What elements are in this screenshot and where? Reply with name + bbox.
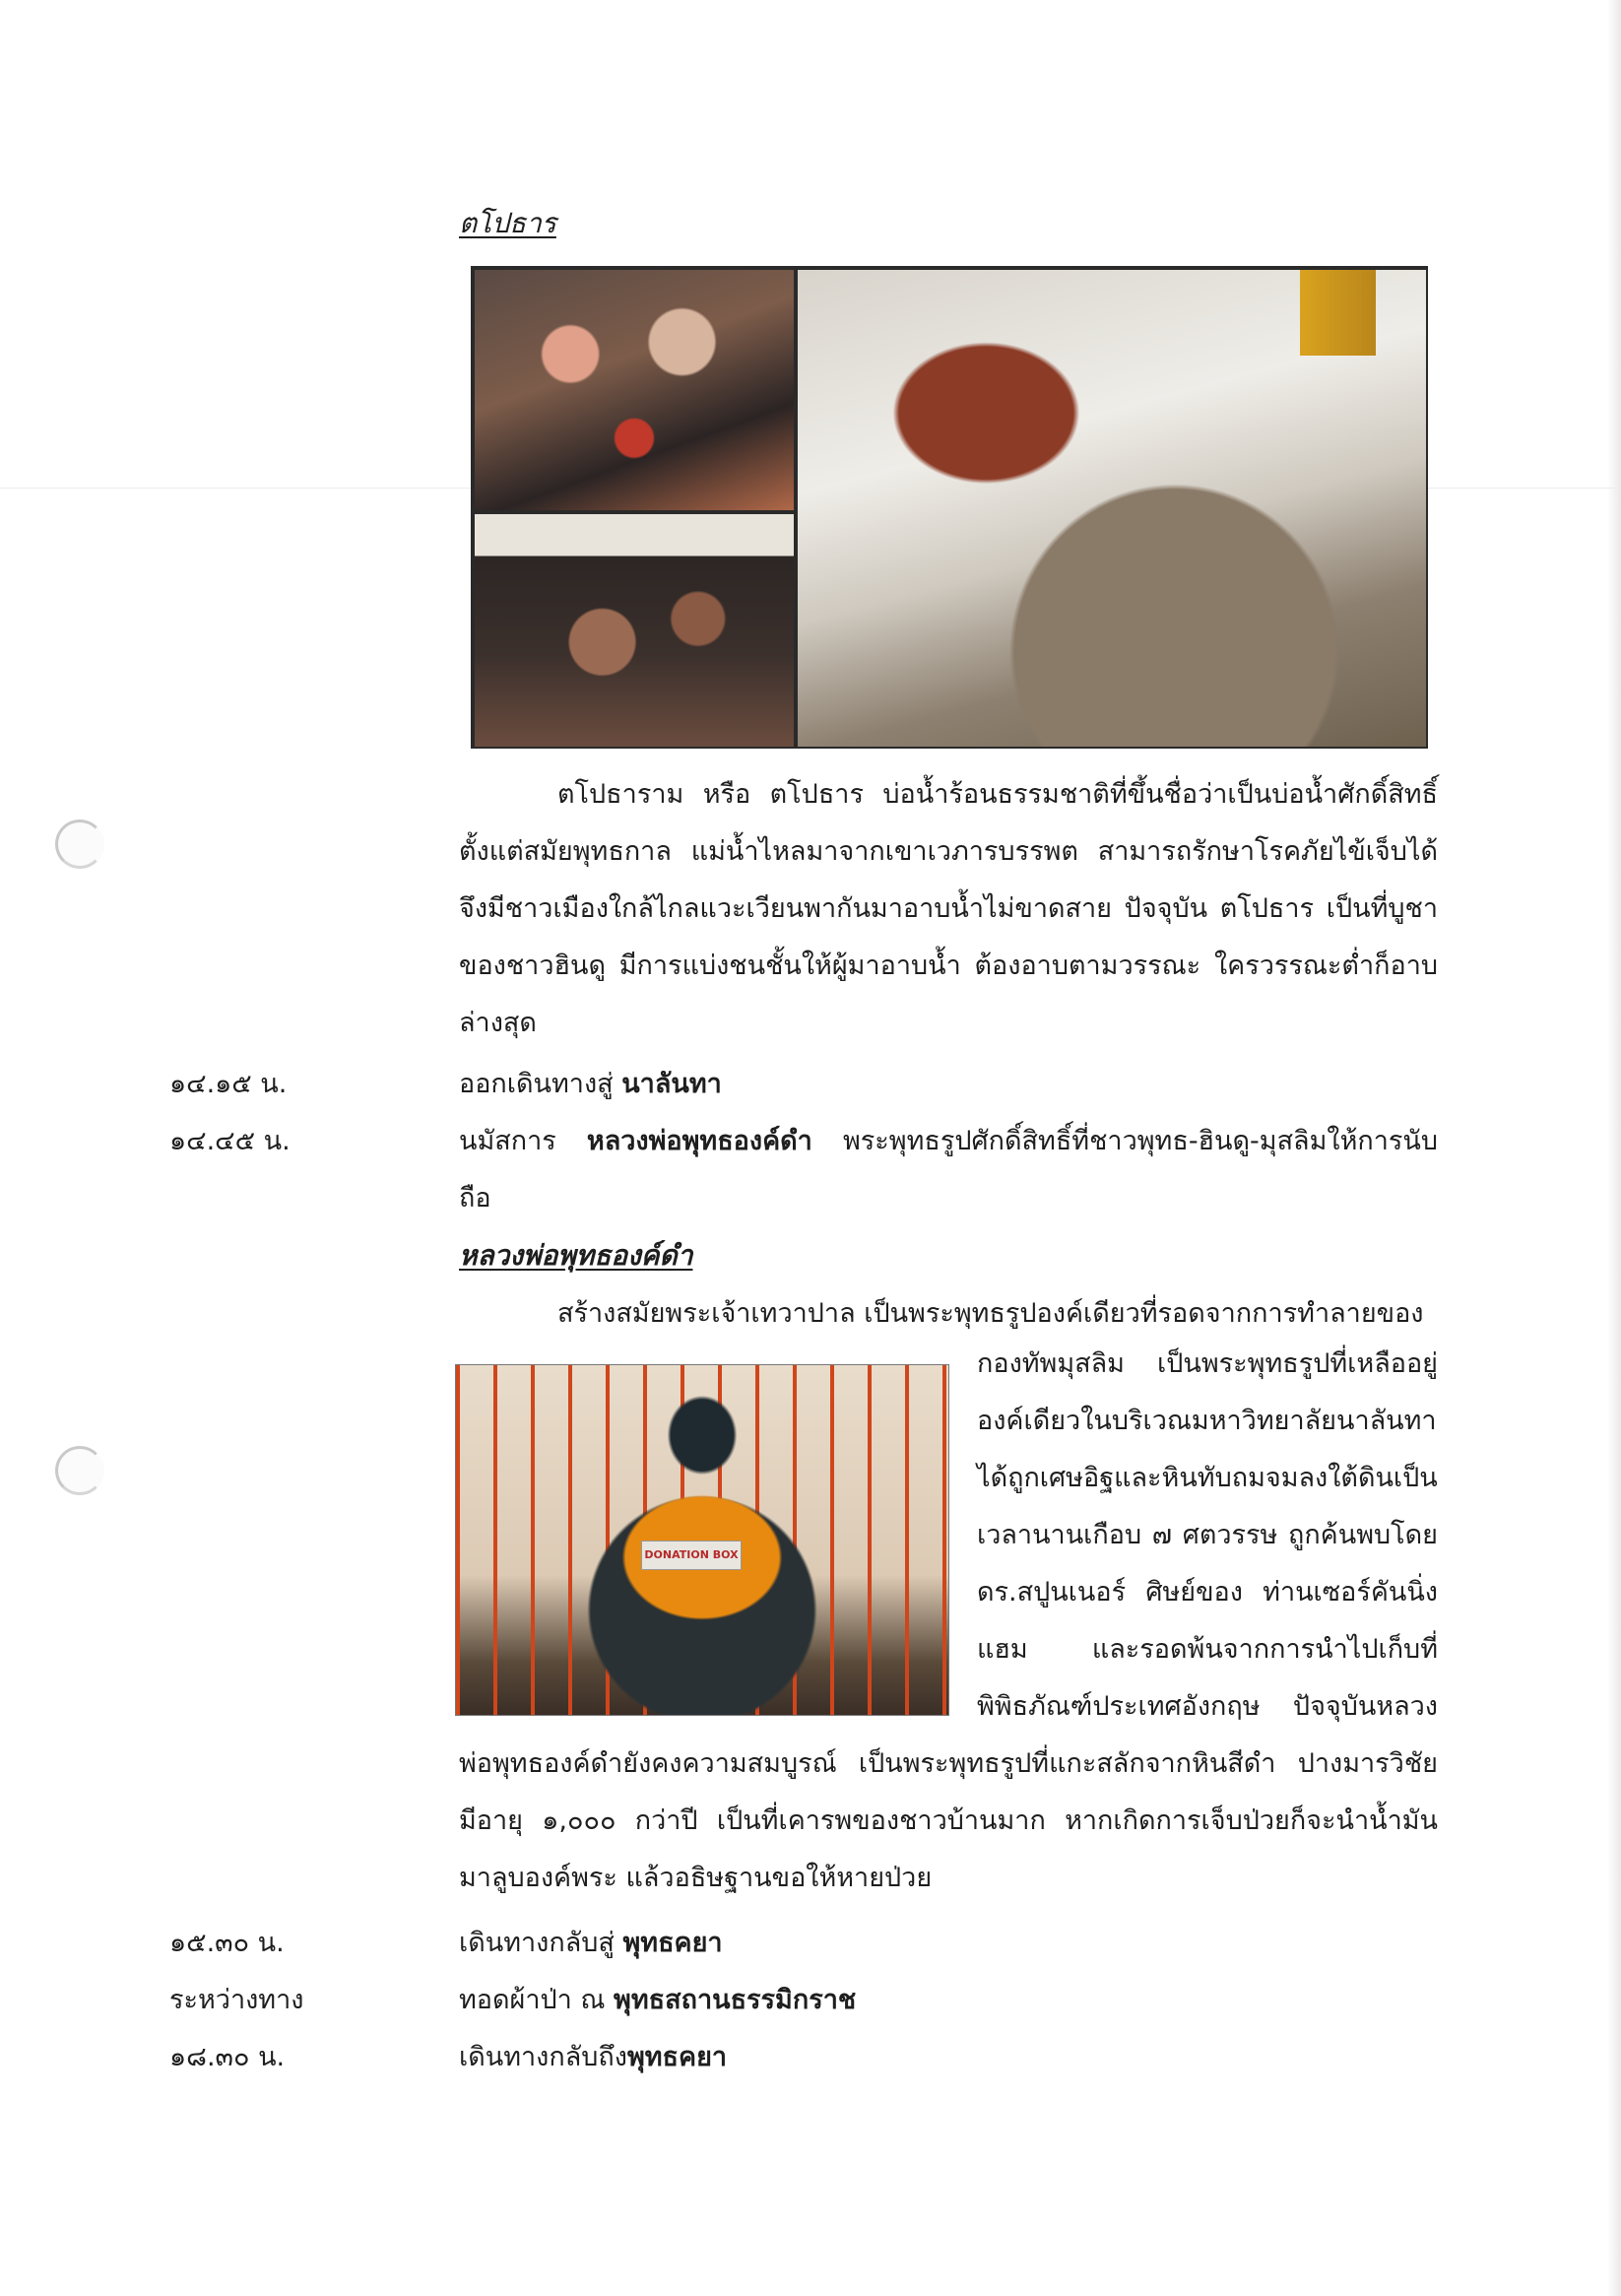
black-buddha-photo bbox=[455, 1364, 949, 1716]
paragraph-line: มาลูบองค์พระ แล้วอธิษฐานขอให้หายป่วย bbox=[459, 1863, 933, 1893]
bathers-photo-2 bbox=[475, 514, 794, 747]
page-edge-shadow bbox=[1607, 0, 1621, 2296]
schedule-time: ๑๘.๓๐ น. bbox=[169, 2042, 286, 2072]
paragraph-line: องค์เดียวในบริเวณมหาวิทยาลัยนาลันทา bbox=[977, 1406, 1437, 1436]
paragraph-line: พิพิธภัณฑ์ประเทศอังกฤษ ปัจจุบันหลวง bbox=[977, 1691, 1438, 1722]
black-buddha-description bbox=[459, 1736, 1438, 1907]
paragraph-line: กองทัพมุสลิม เป็นพระพุทธรูปที่เหลืออยู่ bbox=[977, 1348, 1438, 1379]
destination-name: หลวงพ่อพุทธองค์ดำ bbox=[586, 1126, 812, 1156]
paragraph-line: จึงมีชาวเมืองใกล้ไกลแวะเวียนพากันมาอาบน้ำไม่ขาดสาย ปัจจุบัน ตโปธาร เป็นที่บูชา bbox=[459, 893, 1438, 924]
schedule-time: ๑๔.๑๕ น. bbox=[169, 1069, 288, 1099]
paragraph-line: ดร.สปูนเนอร์ ศิษย์ของ ท่านเซอร์คันนิ่ง bbox=[977, 1577, 1438, 1607]
paragraph-line: มีอายุ ๑,๐๐๐ กว่าปี เป็นที่เคารพของชาวบ้านมาก หากเกิดการเจ็บป่วยก็จะนำน้ำมัน bbox=[459, 1805, 1438, 1836]
black-buddha-first-line: สร้างสมัยพระเจ้าเทวาปาล เป็นพระพุทธรูปองค์เดียวที่รอดจากการทำลายของ bbox=[557, 1298, 1424, 1329]
schedule-time: ระหว่างทาง bbox=[169, 1985, 304, 2015]
punch-hole-bottom bbox=[55, 1446, 104, 1495]
paragraph-line: ล่างสุด bbox=[459, 1008, 537, 1038]
donation-box-sign: DONATION BOX bbox=[641, 1541, 742, 1570]
paragraph-line: ของชาวฮินดู มีการแบ่งชนชั้นให้ผู้มาอาบน้ำ ต้องอาบตามวรรณะ ใครวรรณะต่ำก็อาบ bbox=[459, 951, 1438, 981]
paragraph-line: ตั้งแต่สมัยพุทธกาล แม่น้ำไหลมาจากเขาเวภารบรรพต สามารถรักษาโรคภัยไข้เจ็บได้ bbox=[459, 836, 1438, 867]
schedule-time: ๑๔.๔๕ น. bbox=[169, 1126, 291, 1156]
paragraph-line: พ่อพุทธองค์ดำยังคงความสมบูรณ์ เป็นพระพุทธรูปที่แกะสลักจากหินสีดำ ปางมารวิชัย bbox=[459, 1748, 1438, 1779]
paragraph-line: แฮม และรอดพ้นจากการนำไปเก็บที่ bbox=[977, 1634, 1438, 1665]
punch-hole-top bbox=[55, 820, 104, 869]
destination-name: พุทธคยา bbox=[626, 2042, 728, 2072]
section-heading-black-buddha: หลวงพ่อพุทธองค์ดำ bbox=[459, 1239, 693, 1272]
destination-name: นาลันทา bbox=[621, 1069, 722, 1099]
schedule-time: ๑๕.๓๐ น. bbox=[169, 1928, 285, 1958]
schedule-entry: นมัสการ หลวงพ่อพุทธองค์ดำ พระพุทธรูปศักดิ์สิทธิ์ที่ชาวพุทธ-ฮินดู-มุสลิมให้การนับ bbox=[459, 1119, 1438, 1161]
schedule-entry: ทอดผ้าป่า ณ พุทธสถานธรรมิกราช bbox=[459, 1985, 857, 2015]
paragraph-line: เวลานานเกือบ ๗ ศตวรรษ ถูกค้นพบโดย bbox=[977, 1520, 1438, 1550]
hot-spring-pool-photo bbox=[798, 270, 1426, 747]
bathers-photo-1 bbox=[475, 270, 794, 510]
schedule-entry-continued: ถือ bbox=[459, 1183, 491, 1214]
destination-name: พุทธคยา bbox=[622, 1928, 723, 1958]
schedule-entry: เดินทางกลับสู่ พุทธคยา bbox=[459, 1928, 723, 1958]
black-buddha-side-text bbox=[977, 1336, 1438, 1736]
hot-spring-photo-collage bbox=[471, 266, 1428, 749]
schedule-entry: เดินทางกลับถึงพุทธคยา bbox=[459, 2042, 728, 2072]
schedule-entry: ออกเดินทางสู่ นาลันทา bbox=[459, 1069, 722, 1099]
paragraph-line: ได้ถูกเศษอิฐและหินทับถมจมลงใต้ดินเป็น bbox=[977, 1463, 1438, 1493]
tapodhara-description bbox=[459, 766, 1438, 1052]
paragraph-line: ตโปธาราม หรือ ตโปธาร บ่อน้ำร้อนธรรมชาติที่ขึ้นชื่อว่าเป็นบ่อน้ำศักดิ์สิทธิ์ bbox=[557, 779, 1438, 810]
section-heading-tapodhara: ตโปธาร bbox=[459, 207, 556, 239]
destination-name: พุทธสถานธรรมิกราช bbox=[614, 1985, 857, 2015]
